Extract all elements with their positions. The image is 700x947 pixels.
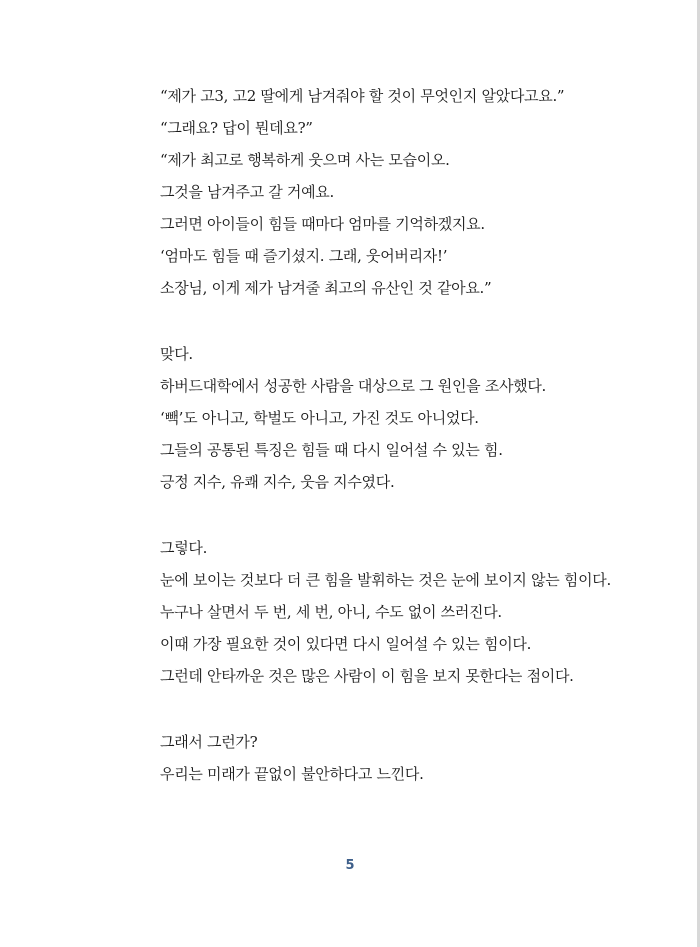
text-line: 그렇다.	[160, 539, 208, 557]
paragraph-future	[160, 726, 680, 790]
text-line: 하버드대학에서 성공한 사람을 대상으로 그 원인을 조사했다.	[160, 377, 547, 395]
text-line: ‘빽’도 아니고, 학벌도 아니고, 가진 것도 아니었다.	[160, 409, 479, 427]
body-text	[160, 80, 680, 824]
text-line: 그래서 그런가?	[160, 733, 258, 751]
text-line: “제가 고3, 고2 딸에게 남겨줘야 할 것이 무엇인지 알았다고요.”	[160, 87, 565, 105]
text-line: 그들의 공통된 특징은 힘들 때 다시 일어설 수 있는 힘.	[160, 441, 503, 459]
text-line: 긍정 지수, 유쾌 지수, 웃음 지수였다.	[160, 473, 395, 491]
text-line: 우리는 미래가 끝없이 불안하다고 느낀다.	[160, 765, 424, 783]
text-line: 맞다.	[160, 345, 193, 363]
paragraph-dialogue	[160, 80, 680, 304]
paragraph-harvard	[160, 338, 680, 498]
text-line: 이때 가장 필요한 것이 있다면 다시 일어설 수 있는 힘이다.	[160, 635, 532, 653]
text-line: ‘엄마도 힘들 때 즐기셨지. 그래, 웃어버리자!’	[160, 247, 448, 265]
text-line: 그러면 아이들이 힘들 때마다 엄마를 기억하겠지요.	[160, 215, 485, 233]
text-line: 소장님, 이게 제가 남겨줄 최고의 유산인 것 같아요.”	[160, 279, 492, 297]
text-line: “그래요? 답이 뭔데요?”	[160, 119, 313, 137]
text-line: 그것을 남겨주고 갈 거예요.	[160, 183, 334, 201]
page-number: 5	[345, 858, 355, 873]
paragraph-invisible-power	[160, 532, 680, 692]
text-line: “제가 최고로 행복하게 웃으며 사는 모습이오.	[160, 151, 450, 169]
text-line: 그런데 안타까운 것은 많은 사람이 이 힘을 보지 못한다는 점이다.	[160, 667, 574, 685]
text-line: 눈에 보이는 것보다 더 큰 힘을 발휘하는 것은 눈에 보이지 않는 힘이다.	[160, 571, 611, 589]
text-line: 누구나 살면서 두 번, 세 번, 아니, 수도 없이 쓰러진다.	[160, 603, 502, 621]
